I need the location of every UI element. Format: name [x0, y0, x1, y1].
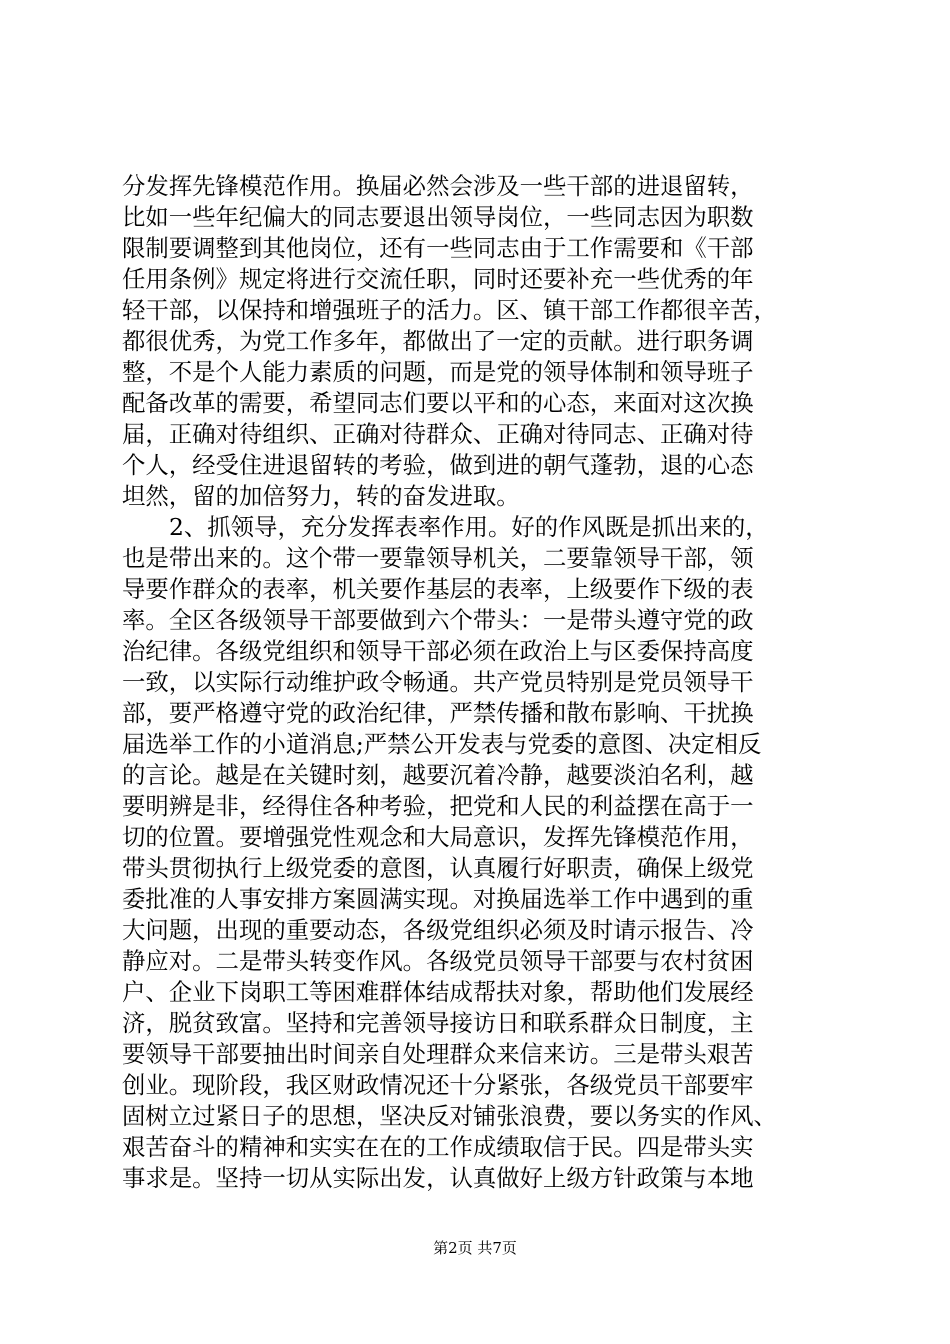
text-line: 要领导干部要抽出时间亲自处理群众来信来访。三是带头艰苦 — [122, 1040, 754, 1068]
text-line: 坦然，留的加倍努力，转的奋发进取。 — [122, 482, 520, 510]
text-line: 轻干部，以保持和增强班子的活力。区、镇干部工作都很辛苦， — [122, 296, 777, 324]
text-line: 率。全区各级领导干部要做到六个带头：一是带头遵守党的政 — [122, 606, 754, 634]
text-line: 艰苦奋斗的精神和实实在在的工作成绩取信于民。四是带头实 — [122, 1133, 754, 1161]
text-line: 任用条例》规定将进行交流任职，同时还要补充一些优秀的年 — [122, 265, 754, 293]
text-line: 都很优秀，为党工作多年，都做出了一定的贡献。进行职务调 — [122, 327, 754, 355]
text-line: 整，不是个人能力素质的问题，而是党的领导体制和领导班子 — [122, 358, 754, 386]
text-line: 创业。现阶段，我区财政情况还十分紧张，各级党员干部要牢 — [122, 1071, 754, 1099]
text-line: 限制要调整到其他岗位，还有一些同志由于工作需要和《干部 — [122, 234, 754, 262]
text-line: 个人，经受住进退留转的考验，做到进的朝气蓬勃，退的心态 — [122, 451, 754, 479]
text-line: 治纪律。各级党组织和领导干部必须在政治上与区委保持高度 — [122, 637, 754, 665]
text-line: 分发挥先锋模范作用。换届必然会涉及一些干部的进退留转， — [122, 172, 754, 200]
text-line: 一致，以实际行动维护政令畅通。共产党员特别是党员领导干 — [122, 668, 754, 696]
text-line: 带头贯彻执行上级党委的意图，认真履行好职责，确保上级党 — [122, 854, 754, 882]
text-line: 届选举工作的小道消息;严禁公开发表与党委的意图、决定相反 — [122, 730, 762, 758]
text-line: 导要作群众的表率，机关要作基层的表率，上级要作下级的表 — [122, 575, 754, 603]
text-line: 部，要严格遵守党的政治纪律，严禁传播和散布影响、干扰换 — [122, 699, 754, 727]
body-text — [122, 171, 832, 1194]
text-line: 静应对。二是带头转变作风。各级党员领导干部要与农村贫困 — [122, 947, 754, 975]
text-line: 配备改革的需要，希望同志们要以平和的心态，来面对这次换 — [122, 389, 754, 417]
text-line: 的言论。越是在关键时刻，越要沉着冷静，越要淡泊名利，越 — [122, 761, 754, 789]
text-line: 比如一些年纪偏大的同志要退出领导岗位，一些同志因为职数 — [122, 203, 754, 231]
text-line: 大问题，出现的重要动态，各级党组织必须及时请示报告、冷 — [122, 916, 754, 944]
text-line: 切的位置。要增强党性观念和大局意识，发挥先锋模范作用， — [122, 823, 754, 851]
text-line: 户、企业下岗职工等困难群体结成帮扶对象，帮助他们发展经 — [122, 978, 754, 1006]
text-line: 事求是。坚持一切从实际出发，认真做好上级方针政策与本地 — [122, 1164, 754, 1192]
text-line: 固树立过紧日子的思想，坚决反对铺张浪费，要以务实的作风、 — [122, 1102, 777, 1130]
text-line: 济，脱贫致富。坚持和完善领导接访日和联系群众日制度，主 — [122, 1009, 754, 1037]
page-number-footer: 第2页 共7页 — [433, 1239, 517, 1257]
text-line: 也是带出来的。这个带一要靠领导机关，二要靠领导干部，领 — [122, 544, 754, 572]
paragraph-start-line: 2、抓领导，充分发挥表率作用。好的作风既是抓出来的， — [169, 513, 769, 541]
text-line: 届，正确对待组织、正确对待群众、正确对待同志、正确对待 — [122, 420, 754, 448]
text-line: 委批准的人事安排方案圆满实现。对换届选举工作中遇到的重 — [122, 885, 754, 913]
text-line: 要明辨是非，经得住各种考验，把党和人民的利益摆在高于一 — [122, 792, 754, 820]
